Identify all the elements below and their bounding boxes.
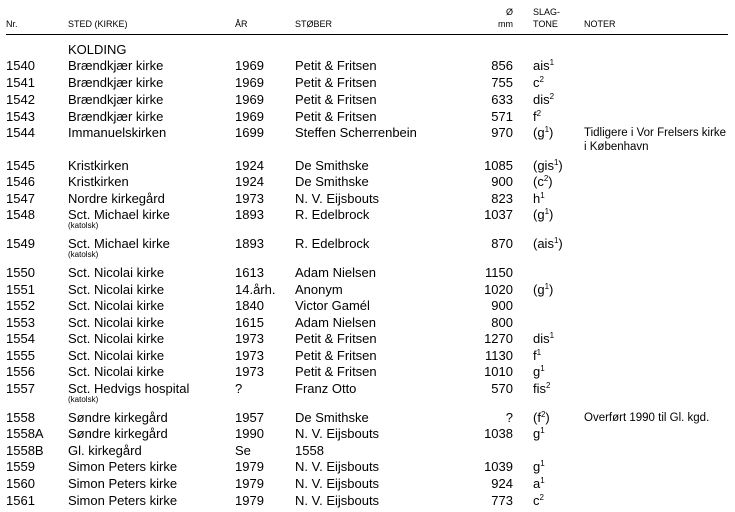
strike-tone xyxy=(533,477,545,491)
table-row xyxy=(0,236,735,259)
tone-octave: 2 xyxy=(546,381,551,390)
tone-suffix: ) xyxy=(549,207,554,222)
tone-note: (g xyxy=(533,125,545,140)
cast-year: 1979 xyxy=(235,493,264,508)
church-denomination: (katolsk) xyxy=(68,395,99,404)
table-row xyxy=(0,411,735,427)
cast-year: 1990 xyxy=(235,426,264,441)
table-row xyxy=(0,207,735,230)
cast-year: 1613 xyxy=(235,265,264,280)
bell-diameter: 1039 xyxy=(484,459,513,474)
bell-number: 1543 xyxy=(6,109,35,124)
strike-tone xyxy=(533,59,554,73)
tone-suffix: ) xyxy=(558,236,563,251)
cast-year: 1924 xyxy=(235,174,264,189)
church-name: Brændkjær kirke xyxy=(68,109,164,124)
cast-year: 1979 xyxy=(235,476,264,491)
row-note-continued: i København xyxy=(584,141,649,153)
church-name: Sct. Nicolai kirke xyxy=(68,298,165,313)
cast-year: 1615 xyxy=(235,315,264,330)
cast-year: 1973 xyxy=(235,364,264,379)
bell-diameter: ? xyxy=(505,410,513,425)
bell-number: 1559 xyxy=(6,459,35,474)
cast-year: 1969 xyxy=(235,75,264,90)
tone-octave: 1 xyxy=(540,459,545,468)
founder-name: De Smithske xyxy=(295,158,369,173)
tone-octave: 2 xyxy=(540,410,546,419)
table-row xyxy=(0,93,735,109)
bell-diameter: 924 xyxy=(491,476,513,491)
church-name: Søndre kirkegård xyxy=(68,410,168,425)
header-nr: Nr. xyxy=(6,19,18,29)
bell-diameter: 773 xyxy=(491,493,513,508)
tone-octave: 1 xyxy=(540,364,545,373)
founder-name: N. V. Eijsbouts xyxy=(295,191,380,206)
bell-number: 1558A xyxy=(6,426,44,441)
header-tone-top: SLAG- xyxy=(533,7,561,17)
bell-number: 1558B xyxy=(6,443,44,458)
strike-tone xyxy=(533,192,545,206)
founder-name: Adam Nielsen xyxy=(295,315,376,330)
header-diameter-symbol: Ø xyxy=(505,7,513,17)
bell-diameter: 1038 xyxy=(484,426,513,441)
strike-tone xyxy=(533,159,563,173)
strike-tone xyxy=(533,365,545,379)
founder-name: N. V. Eijsbouts xyxy=(295,426,380,441)
founder-name: N. V. Eijsbouts xyxy=(295,493,380,508)
tone-octave: 2 xyxy=(543,174,549,183)
tone-note: ais xyxy=(533,58,550,73)
bell-diameter: 755 xyxy=(491,75,513,90)
tone-octave: 1 xyxy=(549,331,555,340)
table-row xyxy=(0,159,735,175)
bell-diameter: 1270 xyxy=(484,331,513,346)
church-name: Søndre kirkegård xyxy=(68,426,168,441)
bell-diameter: 633 xyxy=(491,92,513,107)
bell-number: 1561 xyxy=(6,493,35,508)
church-name: Sct. Michael kirke xyxy=(68,207,170,222)
bell-number: 1549 xyxy=(6,236,35,251)
header-rule xyxy=(6,34,728,35)
tone-octave: 1 xyxy=(540,191,545,200)
founder-name: Petit & Fritsen xyxy=(295,75,377,90)
strike-tone xyxy=(533,332,554,346)
tone-note: fis xyxy=(533,381,546,396)
church-name: Brændkjær kirke xyxy=(68,75,164,90)
table-row xyxy=(0,444,735,460)
tone-note: (c xyxy=(533,174,544,189)
tone-octave: 2 xyxy=(536,109,542,118)
church-name: Sct. Nicolai kirke xyxy=(68,348,165,363)
tone-note: a xyxy=(533,476,541,491)
tone-note: dis xyxy=(533,331,550,346)
tone-suffix: ) xyxy=(549,125,554,140)
table-row xyxy=(0,494,735,510)
bell-number: 1550 xyxy=(6,265,35,280)
tone-note: g xyxy=(533,459,541,474)
bell-number: 1555 xyxy=(6,348,35,363)
table-row xyxy=(0,110,735,126)
church-name: Simon Peters kirke xyxy=(68,459,178,474)
cast-year: 1969 xyxy=(235,92,264,107)
cast-year: 1840 xyxy=(235,298,264,313)
bell-diameter: 1010 xyxy=(484,364,513,379)
bell-number: 1547 xyxy=(6,191,35,206)
tone-octave: 1 xyxy=(540,476,545,485)
header-noter: NOTER xyxy=(584,19,616,29)
church-name: Sct. Hedvigs hospital xyxy=(68,381,190,396)
header-aar: ÅR xyxy=(235,19,248,29)
founder-name: Adam Nielsen xyxy=(295,265,376,280)
bell-diameter: 900 xyxy=(491,298,513,313)
bell-diameter: 856 xyxy=(491,58,513,73)
table-row xyxy=(0,316,735,332)
founder-name: Franz Otto xyxy=(295,381,357,396)
church-name: Sct. Nicolai kirke xyxy=(68,364,165,379)
tone-note: g xyxy=(533,364,541,379)
tone-suffix: ) xyxy=(548,174,553,189)
table-row xyxy=(0,460,735,476)
strike-tone xyxy=(533,93,554,107)
bell-number: 1558 xyxy=(6,410,35,425)
bell-diameter: 571 xyxy=(491,109,513,124)
bell-diameter: 1037 xyxy=(484,207,513,222)
founder-name: Petit & Fritsen xyxy=(295,58,377,73)
tone-note: f xyxy=(533,348,537,363)
bell-diameter: 570 xyxy=(491,381,513,396)
cast-year: 1893 xyxy=(235,207,264,222)
church-name: Simon Peters kirke xyxy=(68,476,178,491)
bell-diameter: 970 xyxy=(491,125,513,140)
bell-number: 1556 xyxy=(6,364,35,379)
cast-year: 1973 xyxy=(235,348,264,363)
church-denomination: (katolsk) xyxy=(68,250,99,259)
tone-note: (gis xyxy=(533,158,554,173)
bell-number: 1554 xyxy=(6,331,35,346)
cast-year: 1969 xyxy=(235,109,264,124)
founder-name: Petit & Fritsen xyxy=(295,348,377,363)
founder-name: Petit & Fritsen xyxy=(295,331,377,346)
bell-number: 1546 xyxy=(6,174,35,189)
tone-octave: 1 xyxy=(553,158,559,167)
table-row xyxy=(0,427,735,443)
cast-year: 1973 xyxy=(235,191,264,206)
table-row xyxy=(0,283,735,299)
church-name: Sct. Nicolai kirke xyxy=(68,265,165,280)
bell-diameter: 823 xyxy=(491,191,513,206)
tone-note: c xyxy=(533,493,540,508)
table-row xyxy=(0,76,735,92)
bell-number: 1544 xyxy=(6,125,35,140)
cast-year: 1973 xyxy=(235,331,264,346)
strike-tone xyxy=(533,208,553,222)
bell-number: 1557 xyxy=(6,381,35,396)
tone-octave: 2 xyxy=(539,493,544,502)
founder-name: 1558 xyxy=(295,443,324,458)
header-diameter-unit: mm xyxy=(498,19,513,29)
cast-year: 1957 xyxy=(235,410,264,425)
tone-octave: 1 xyxy=(553,236,559,245)
strike-tone xyxy=(533,411,550,425)
bell-number: 1553 xyxy=(6,315,35,330)
founder-name: Anonym xyxy=(295,282,343,297)
bell-number: 1560 xyxy=(6,476,35,491)
tone-octave: 2 xyxy=(539,75,544,84)
bell-diameter: 900 xyxy=(491,174,513,189)
bell-number: 1540 xyxy=(6,58,35,73)
tone-octave: 1 xyxy=(536,348,542,357)
bell-number: 1541 xyxy=(6,75,35,90)
strike-tone xyxy=(533,427,545,441)
tone-suffix: ) xyxy=(558,158,563,173)
bell-diameter: 1130 xyxy=(485,348,513,363)
bell-number: 1545 xyxy=(6,158,35,173)
tone-note: (g xyxy=(533,207,545,222)
tone-suffix: ) xyxy=(545,410,550,425)
founder-name: R. Edelbrock xyxy=(295,236,370,251)
cast-year: ? xyxy=(235,381,243,396)
table-row xyxy=(0,381,735,404)
church-name: Brændkjær kirke xyxy=(68,92,164,107)
church-name: Brændkjær kirke xyxy=(68,58,164,73)
church-name: Simon Peters kirke xyxy=(68,493,178,508)
founder-name: Victor Gamél xyxy=(295,298,370,313)
church-name: Immanuelskirken xyxy=(68,125,167,140)
tone-note: g xyxy=(533,426,541,441)
church-name: Sct. Nicolai kirke xyxy=(68,315,165,330)
row-note: Overført 1990 til Gl. kgd. xyxy=(584,412,710,424)
church-denomination: (katolsk) xyxy=(68,221,99,230)
cast-year: Se xyxy=(235,443,251,458)
table-row xyxy=(0,59,735,75)
cast-year: 1699 xyxy=(235,125,264,140)
church-name: Nordre kirkegård xyxy=(68,191,165,206)
header-tone-bottom: TONE xyxy=(533,19,558,29)
church-name: Sct. Michael kirke xyxy=(68,236,170,251)
strike-tone xyxy=(533,175,553,189)
tone-octave: 1 xyxy=(544,125,550,134)
bell-diameter: 800 xyxy=(491,315,513,330)
cast-year: 1893 xyxy=(235,236,264,251)
bell-number: 1552 xyxy=(6,298,35,313)
bell-diameter: 1150 xyxy=(485,265,513,280)
section-title: KOLDING xyxy=(68,42,127,57)
tone-note: f xyxy=(533,109,537,124)
tone-note: dis xyxy=(533,92,550,107)
table-row xyxy=(0,477,735,493)
strike-tone xyxy=(533,126,553,140)
church-name: Kristkirken xyxy=(68,174,129,189)
cast-year: 1979 xyxy=(235,459,264,474)
table-row xyxy=(0,175,735,191)
strike-tone xyxy=(533,283,553,297)
tone-note: c xyxy=(533,75,540,90)
tone-octave: 2 xyxy=(549,92,555,101)
bell-diameter: 1085 xyxy=(484,158,513,173)
tone-note: (f xyxy=(533,410,541,425)
strike-tone xyxy=(533,76,544,90)
tone-note: (ais xyxy=(533,236,554,251)
founder-name: De Smithske xyxy=(295,174,369,189)
strike-tone xyxy=(533,110,541,124)
table-row xyxy=(0,349,735,365)
header-stober: STØBER xyxy=(295,19,333,29)
cast-year: 1969 xyxy=(235,58,264,73)
founder-name: Petit & Fritsen xyxy=(295,364,377,379)
tone-note: (g xyxy=(533,282,545,297)
founder-name: R. Edelbrock xyxy=(295,207,370,222)
founder-name: N. V. Eijsbouts xyxy=(295,459,380,474)
row-note: Tidligere i Vor Frelsers kirke xyxy=(584,127,727,139)
table-row xyxy=(0,332,735,348)
bell-number: 1548 xyxy=(6,207,35,222)
founder-name: De Smithske xyxy=(295,410,369,425)
table-row xyxy=(0,365,735,381)
founder-name: Petit & Fritsen xyxy=(295,109,377,124)
bell-number: 1542 xyxy=(6,92,35,107)
strike-tone xyxy=(533,460,545,474)
strike-tone xyxy=(533,349,541,363)
tone-suffix: ) xyxy=(549,282,554,297)
church-name: Sct. Nicolai kirke xyxy=(68,282,165,297)
table-row xyxy=(0,266,735,282)
tone-note: h xyxy=(533,191,541,206)
bell-diameter: 870 xyxy=(491,236,513,251)
table-row xyxy=(0,299,735,315)
founder-name: Petit & Fritsen xyxy=(295,92,377,107)
table-row xyxy=(0,192,735,208)
cast-year: 1924 xyxy=(235,158,264,173)
strike-tone xyxy=(533,382,550,396)
tone-octave: 1 xyxy=(544,207,550,216)
bell-number: 1551 xyxy=(6,282,35,297)
bell-diameter: 1020 xyxy=(484,282,513,297)
church-name: Gl. kirkegård xyxy=(68,443,142,458)
cast-year: 14.årh. xyxy=(235,282,276,297)
church-name: Kristkirken xyxy=(68,158,129,173)
tone-octave: 1 xyxy=(540,426,545,435)
founder-name: N. V. Eijsbouts xyxy=(295,476,380,491)
tone-octave: 1 xyxy=(549,58,555,67)
founder-name: Steffen Scherrenbein xyxy=(295,125,417,140)
table-row xyxy=(0,125,735,153)
strike-tone xyxy=(533,237,563,251)
header-sted: STED (KIRKE) xyxy=(68,19,128,29)
strike-tone xyxy=(533,494,544,508)
tone-octave: 1 xyxy=(544,282,550,291)
church-name: Sct. Nicolai kirke xyxy=(68,331,165,346)
